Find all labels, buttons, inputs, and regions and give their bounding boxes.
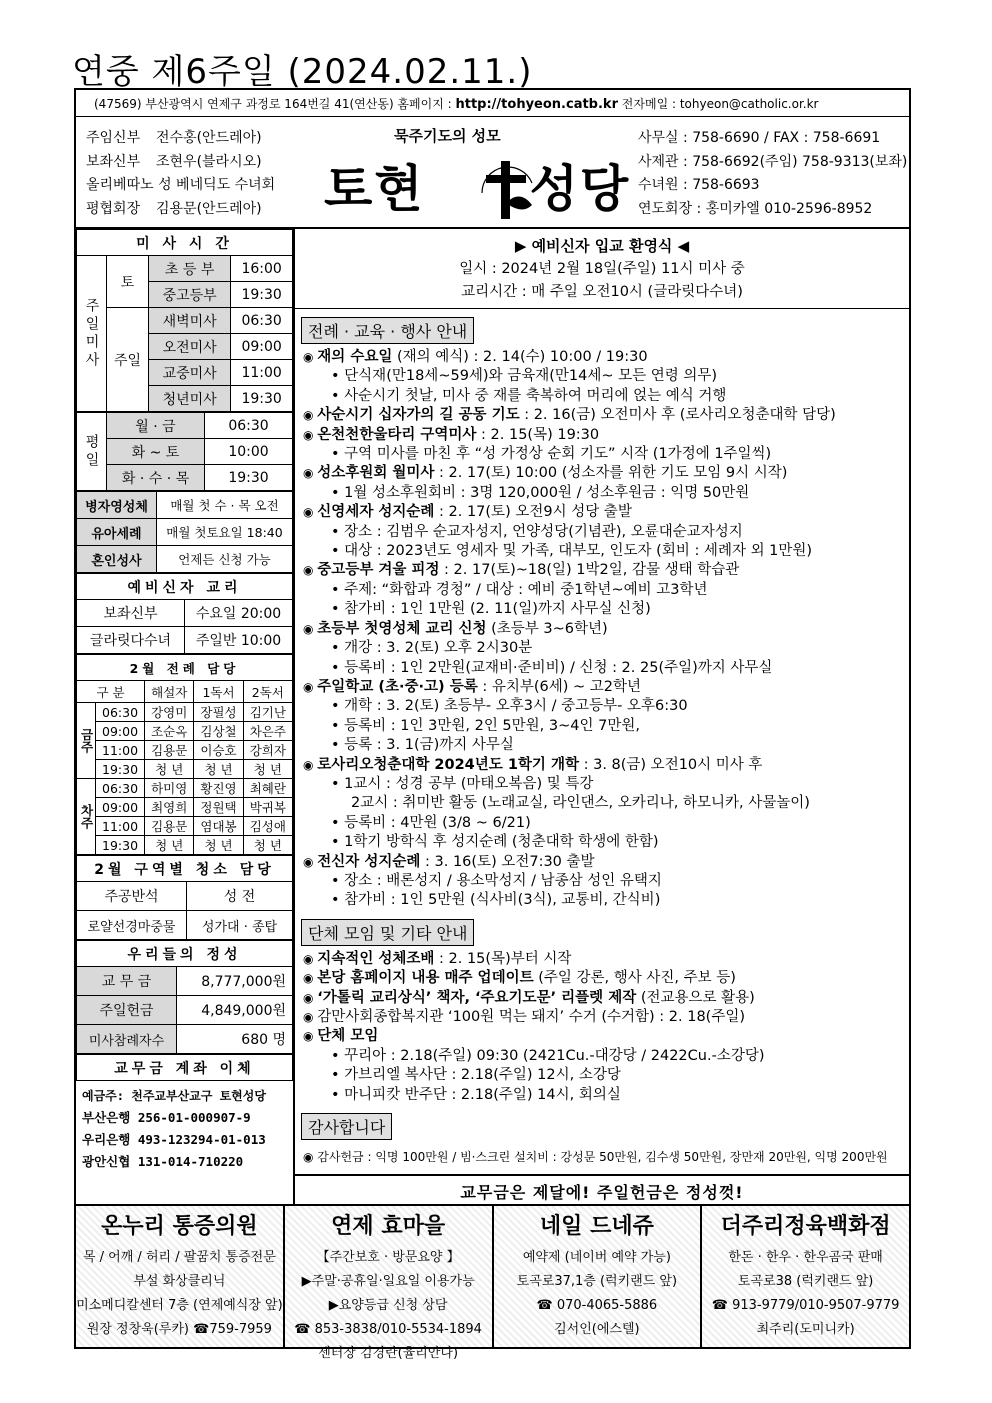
ad-line: 토곡로38 (럭키랜드 앞) bbox=[737, 1274, 874, 1289]
ad-line: 토곡로37,1층 (럭키랜드 앞) bbox=[516, 1274, 678, 1289]
announcement-detail: • 참가비 : 1인 5만원 (식사비(3식), 교통비, 간식비) bbox=[303, 891, 909, 910]
sacrament-name: 병자영성체 bbox=[77, 492, 157, 519]
announcement-item: ◉ 사순시기 십자가의 길 공동 기도 : 2. 16(금) 오전미사 후 (로사리오청춘대학 담당) bbox=[303, 406, 909, 425]
announcement-item: ◉ 단체 모임 bbox=[303, 1027, 909, 1046]
weekday-mass-table bbox=[76, 412, 293, 491]
announcement-detail: • 등록 : 3. 1(금)까지 사무실 bbox=[303, 736, 909, 755]
account-list bbox=[76, 1081, 293, 1177]
parish-header bbox=[74, 117, 911, 229]
parish-logo: 토현 성당 bbox=[324, 159, 631, 218]
section-groups-heading: 단체 모임 및 기타 안내 bbox=[301, 919, 474, 946]
address-text: (47569) 부산광역시 연제구 과정로 164번길 41(연산동) 홈페이지 : bbox=[94, 97, 456, 111]
ad-line: 미소메디칼센터 7층 (연제예식장 앞) bbox=[76, 1298, 283, 1313]
announcement-detail: • 구역 미사를 마친 후 “성 가정상 순회 기도” 시작 (1가정에 1주일씩) bbox=[303, 445, 909, 464]
announcement-item: ◉ 재의 수요일 (재의 예식) : 2. 14(수) 10:00 / 19:30 bbox=[303, 348, 909, 367]
mass-time: 10:00 bbox=[205, 439, 293, 465]
logo-subtitle: 묵주기도의 성모 bbox=[394, 127, 501, 145]
advertisement bbox=[494, 1206, 703, 1347]
welcome-ceremony bbox=[295, 229, 909, 309]
advertisement bbox=[76, 1206, 285, 1347]
main-content bbox=[295, 229, 911, 1206]
announcement-detail: • 가브리엘 복사단 : 2.18(주일) 12시, 소강당 bbox=[303, 1066, 909, 1085]
account-header: 교무금 계좌 이체 bbox=[77, 1055, 293, 1081]
announcement-item: ◉ 초등부 첫영성체 교리 신청 (초등부 3~6학년) bbox=[303, 620, 909, 639]
sacrament-name: 유아세례 bbox=[77, 519, 157, 546]
staff-item: 주임신부 전수홍(안드레아) bbox=[86, 130, 262, 146]
staff-list bbox=[86, 127, 275, 221]
announcement-list bbox=[295, 348, 909, 911]
contact-item: 수녀원 : 758-6693 bbox=[638, 177, 760, 193]
ad-line: 최주리(도미니카) bbox=[756, 1322, 855, 1337]
advertisement bbox=[285, 1206, 494, 1361]
announcement-detail: • 참가비 : 1인 1만원 (2. 11(일)까지 사무실 신청) bbox=[303, 600, 909, 619]
announcement-item: ◉ 본당 홈페이지 내용 매주 업데이트 (주일 강론, 행사 사진, 주보 등) bbox=[303, 969, 909, 988]
staff-item: 보좌신부 조현우(블라시오) bbox=[86, 153, 262, 170]
mass-name: 월 · 금 bbox=[107, 413, 205, 439]
liturgy-table: 2월 전례 담당 구 분 해설자 1독서 2독서 금주 06:30 강영미 장필성 김기난 09:00 조순옥 김상철 차은주 11:00 김용문 이승호 강희자 19:30 청 년 청 년 청 년 차주 06:30 하미영 황진영 최혜란 09:00 최영희 정원택 박귀복 11:00 김용문 염대봉 김성애 19:30 청 년 청 년 청 년 bbox=[76, 654, 293, 855]
contact-list bbox=[638, 127, 907, 221]
advertisement-bar bbox=[74, 1206, 911, 1361]
sacrament-time: 언제든 신청 가능 bbox=[157, 546, 293, 573]
liturgy-col: 해설자 bbox=[145, 681, 194, 703]
announcement-item: ◉ 감만사회종합복지관 ‘100원 먹는 돼지’ 수거 (수거함) : 2. 18(주일) bbox=[303, 1008, 909, 1027]
sacrament-name: 혼인성사 bbox=[77, 546, 157, 573]
announcement-item: ◉ 성소후원회 월미사 : 2. 17(토) 10:00 (성소자를 위한 기도 모임 9시 시작) bbox=[303, 464, 909, 483]
ad-title: 더주리정육백화점 bbox=[720, 1214, 891, 1239]
contact-item: 사무실 : 758-6690 / FAX : 758-6691 bbox=[638, 130, 881, 146]
saturday-label: 토 bbox=[107, 256, 149, 308]
mass-header: 미 사 시 간 bbox=[77, 230, 293, 256]
mass-time: 06:30 bbox=[205, 413, 293, 439]
announcement-detail: • 등록비 : 1인 2만원(교재비·준비비) / 신청 : 2. 25(주일)까지 사무실 bbox=[303, 659, 909, 678]
liturgy-header: 2월 전례 담당 bbox=[77, 655, 293, 681]
thanks-text: ◉ 감사헌금 : 익명 100만원 / 빔·스크린 설치비 : 강성문 50만원, 김수생 50만원, 장만재 20만원, 익명 200만원 bbox=[303, 1150, 888, 1165]
bank-account: 광안신협 131-014-710220 bbox=[82, 1154, 244, 1169]
mass-name: 화 · 수 · 목 bbox=[107, 465, 205, 491]
catechism-teacher: 글라릿다수녀 bbox=[77, 627, 185, 654]
ad-line: 센터장 김경란(율리안나) bbox=[318, 1346, 459, 1361]
mass-name: 오전미사 bbox=[149, 334, 231, 360]
announcement-detail: • 단식재(만18세~59세)와 금육재(만14세~ 모든 연령 의무) bbox=[303, 367, 909, 386]
section-liturgy-heading: 전례 · 교육 · 행사 안내 bbox=[301, 317, 474, 344]
mass-time: 16:00 bbox=[231, 256, 293, 282]
catechism-table bbox=[76, 573, 293, 654]
announcement-detail: • 장소 : 김범우 순교자성지, 언양성당(기념관), 오륜대순교자성지 bbox=[303, 523, 909, 542]
bank-account: 부산은행 256-01-000907-9 bbox=[82, 1110, 251, 1125]
ad-line: 원장 정창욱(루카) ☎759-7959 bbox=[86, 1322, 272, 1337]
announcement-detail: • 1교시 : 성경 공부 (마태오복음) 및 특강 bbox=[303, 775, 909, 794]
ad-line: 부설 화상클리닉 bbox=[133, 1274, 226, 1289]
catechism-time: 수요일 20:00 bbox=[185, 600, 293, 627]
address-bar bbox=[74, 88, 911, 117]
mass-name: 중고등부 bbox=[149, 282, 231, 308]
mass-time: 19:30 bbox=[205, 465, 293, 491]
announcement-item: ◉ 전신자 성지순례 : 3. 16(토) 오전7:30 출발 bbox=[303, 853, 909, 872]
staff-item: 올리베따노 성 베네딕도 수녀회 bbox=[86, 177, 276, 193]
announcement-detail: • 주제: “화합과 경청” / 대상 : 예비 중1학년~예비 고3학년 bbox=[303, 581, 909, 600]
ad-line: ▶요양등급 신청 상담 bbox=[328, 1298, 448, 1313]
announcement-detail: • 장소 : 배론성지 / 용소막성지 / 남종삼 성인 유택지 bbox=[303, 872, 909, 891]
mass-name: 화 ~ 토 bbox=[107, 439, 205, 465]
announcement-detail: • 사순시기 첫날, 미사 중 재를 축복하여 머리에 얹는 예식 거행 bbox=[303, 387, 909, 406]
announcement-item: ◉ ‘가톨릭 교리상식’ 책자, ‘주요기도문’ 리플렛 제작 (전교용으로 활용) bbox=[303, 989, 909, 1008]
account-holder: 예금주: 천주교부산교구 토현성당 bbox=[82, 1089, 266, 1103]
announcement-detail: • 등록비 : 1인 3만원, 2인 5만원, 3~4인 7만원, bbox=[303, 717, 909, 736]
group-announcement-list bbox=[295, 950, 909, 1105]
sacrament-time: 매월 첫토요일 18:40 bbox=[157, 519, 293, 546]
this-week-label: 금주 bbox=[77, 703, 96, 779]
advertisement bbox=[702, 1206, 909, 1347]
cross-logo-icon bbox=[476, 153, 536, 225]
announcement-detail: • 개학 : 3. 2(토) 초등부- 오후3시 / 중고등부- 오후6:30 bbox=[303, 697, 909, 716]
sunday-mass-label: 주일미사 bbox=[77, 256, 107, 412]
homepage-link[interactable]: http://tohyeon.catb.kr bbox=[455, 97, 618, 112]
welcome-date: 일시 : 2024년 2월 18일(주일) 11시 미사 중 bbox=[459, 261, 745, 277]
sacrament-table bbox=[76, 491, 293, 573]
ad-line: ▶주말·공휴일·일요일 이용가능 bbox=[301, 1274, 475, 1289]
ad-line: 【주간보호 · 방문요양 】 bbox=[316, 1250, 460, 1265]
mass-name: 새벽미사 bbox=[149, 308, 231, 334]
announcement-detail: 2교시 : 취미반 활동 (노래교실, 라인댄스, 오카리나, 하모니카, 사물놀이) bbox=[351, 795, 810, 812]
mass-name: 교중미사 bbox=[149, 360, 231, 386]
announcement-detail: • 대상 : 2023년도 영세자 및 가족, 대부모, 인도자 (회비 : 세례자 외 1만원) bbox=[303, 542, 909, 561]
section-thanks-heading: 감사합니다 bbox=[301, 1113, 392, 1140]
cleaning-table: 2월 구역별 청소 담당 주공반석 성 전 로얄선경마중물 성가대 · 종탑 bbox=[76, 855, 293, 940]
announcement-item: ◉ 중고등부 겨울 피정 : 2. 17(토)~18(일) 1박2일, 감물 생태 학습관 bbox=[303, 561, 909, 580]
announcement-detail: • 마니피캇 반주단 : 2.18(주일) 14시, 회의실 bbox=[303, 1086, 909, 1105]
ad-line: 한돈 · 한우 · 한우곰국 판매 bbox=[728, 1250, 883, 1265]
weekday-label: 평일 bbox=[77, 413, 107, 491]
ad-line: ☎ 913-9779/010-9507-9779 bbox=[711, 1298, 900, 1313]
liturgy-col: 1독서 bbox=[194, 681, 243, 703]
mass-time: 06:30 bbox=[231, 308, 293, 334]
announcement-item: ◉ 로사리오청춘대학 2024년도 1학기 개학 : 3. 8(금) 오전10시 미사 후 bbox=[303, 756, 909, 775]
mass-time: 09:00 bbox=[231, 334, 293, 360]
bank-account: 우리은행 493-123294-01-013 bbox=[82, 1132, 266, 1147]
catechism-time: 주일반 10:00 bbox=[185, 627, 293, 654]
welcome-catechism: 교리시간 : 매 주일 오전10시 (글라릿다수녀) bbox=[461, 284, 743, 300]
announcement-detail: • 등록비 : 4만원 (3/8 ~ 6/21) bbox=[303, 814, 909, 833]
announcement-item: ◉ 신영세자 성지순례 : 2. 17(토) 오전9시 성당 출발 bbox=[303, 503, 909, 522]
welcome-title: ▶ 예비신자 입교 환영식 ◀ bbox=[514, 237, 690, 255]
announcement-detail: • 1학기 방학식 후 성지순례 (청춘대학 학생에 한함) bbox=[303, 833, 909, 852]
announcement-detail: • 개강 : 3. 2(토) 오후 2시30분 bbox=[303, 639, 909, 658]
sunday-label: 주일 bbox=[107, 308, 149, 412]
mass-schedule-table bbox=[76, 229, 293, 412]
slogan: 교무금은 제달에! 주일헌금은 정성껏! bbox=[295, 1174, 909, 1204]
offering-header: 우리들의 정성 bbox=[77, 941, 293, 967]
catechism-header: 예비신자 교리 bbox=[77, 574, 293, 600]
sacrament-time: 매월 첫 수 · 목 오전 bbox=[157, 492, 293, 519]
contact-item: 연도회장 : 홍미카엘 010-2596-8952 bbox=[638, 200, 873, 217]
account-table bbox=[76, 1054, 293, 1081]
mass-name: 청년미사 bbox=[149, 386, 231, 412]
mass-time: 19:30 bbox=[231, 386, 293, 412]
email-text: 전자메일 : tohyeon@catholic.or.kr bbox=[617, 97, 819, 111]
announcement-item: ◉ 지속적인 성체조배 : 2. 15(목)부터 시작 bbox=[303, 950, 909, 969]
ad-line: ☎ 853-3838/010-5534-1894 bbox=[294, 1322, 482, 1337]
announcement-item: ◉ 온천천한울타리 구역미사 : 2. 15(목) 19:30 bbox=[303, 426, 909, 445]
staff-item: 평협회장 김용문(안드레아) bbox=[86, 200, 262, 217]
ad-line: ☎ 070-4065-5886 bbox=[536, 1298, 658, 1313]
mass-time: 19:30 bbox=[231, 282, 293, 308]
mass-time: 11:00 bbox=[231, 360, 293, 386]
cleaning-header: 2월 구역별 청소 담당 bbox=[77, 856, 293, 882]
catechism-teacher: 보좌신부 bbox=[77, 600, 185, 627]
offering-table: 우리들의 정성 교 무 금 8,777,000원 주일헌금 4,849,000원 미사참례자수 680 명 bbox=[76, 940, 293, 1054]
ad-line: 목 / 어깨 / 허리 / 팔꿈치 통증전문 bbox=[82, 1250, 276, 1265]
ad-title: 네일 드네쥬 bbox=[539, 1214, 654, 1239]
liturgy-col: 구 분 bbox=[77, 681, 145, 703]
bulletin-title: 연중 제6주일 (2024.02.11.) bbox=[72, 52, 533, 92]
announcement-item: ◉ 주일학교 (초·중·고) 등록 : 유치부(6세) ~ 고2학년 bbox=[303, 678, 909, 697]
mass-name: 초 등 부 bbox=[149, 256, 231, 282]
ad-title: 온누리 통증의원 bbox=[101, 1214, 258, 1239]
announcement-detail: • 꾸리아 : 2.18(주일) 09:30 (2421Cu.-대강당 / 2422Cu.-소강당) bbox=[303, 1047, 909, 1066]
announcement-detail: • 1월 성소후원회비 : 3명 120,000원 / 성소후원금 : 익명 50만원 bbox=[303, 484, 909, 503]
ad-title: 연제 효마을 bbox=[331, 1214, 446, 1239]
liturgy-col: 2독서 bbox=[243, 681, 292, 703]
left-sidebar bbox=[74, 229, 295, 1206]
ad-line: 김서인(에스텔) bbox=[554, 1322, 640, 1337]
ad-line: 예약제 (네이버 예약 가능) bbox=[522, 1250, 671, 1265]
contact-item: 사제관 : 758-6692(주임) 758-9313(보좌) bbox=[638, 153, 908, 170]
next-week-label: 차주 bbox=[77, 779, 96, 855]
